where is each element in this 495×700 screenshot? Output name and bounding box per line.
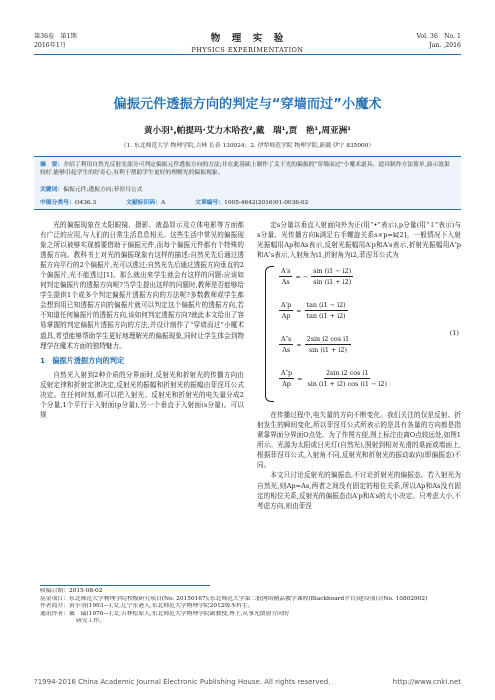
footnote-received: 收稿日期：2015-08-02: [40, 588, 103, 594]
classification-row: [40, 197, 460, 206]
propagation-paragraph: 在传播过程中,电矢量的方向不断变化。我们关注的仅是反射、折射发生的瞬间变化,所以菲涅耳公式所表示的是具有各量的方向都是指紧靠界面分界面O点处。为了作图方便,图上标注由离O点较远处,如图1所示。光源为太阳或日光灯(自然光),照射到相对光滑的桌面或墙面上,根据菲涅耳公式,入射角不同,反射光和折射光的振动取向(即偏振态)不同。: [257, 411, 461, 470]
journal-name-cn: 物 理 实 验: [210, 33, 285, 44]
keywords: [40, 184, 142, 193]
abstract-text: 介绍了利用自然光反射光部分可判定偏振元件透振方向的方法;并在此基础上制作了关于光的偏振的“穿墙而过”小魔术道具。道具制作方法简单,演示效果较好,能够引起学生的好奇心,有利于帮助学生更好的理解光的偏振现象。: [40, 162, 450, 176]
equation-number: (1): [449, 329, 459, 338]
equation-row-4: $\frac{A''p}{Ap}$ = $\frac{\text{2sin i2 cos i1}}{\sin (i1 + i2) \cos (i1 - i2)}$: [281, 369, 387, 389]
journal-name-en: PHYSICS EXPERIMENTATION: [191, 46, 304, 54]
equation-row-3: $\frac{A''s}{As}$ = $\frac{\text{2sin i2 cos i1}}{\sin (i1 + i2)}$: [281, 335, 350, 355]
keywords-label: 关键词：: [40, 187, 64, 193]
header-vol-no: Vol. 36 No. 1: [416, 33, 461, 40]
footnote-fund: 基金项目：东北师范大学物理学院校级研究项目(No. 20150167);东北师范大学第二批网络精品教学课程(Blackboard平台)建设项目(No. 10802902): [40, 595, 428, 602]
abstract-label: 摘 要：: [40, 162, 64, 168]
equation-row-2: $\frac{A'p}{Ap}$ = $\frac{\tan (i1 - i2)}{\tan (i1 + i2)}$: [281, 301, 346, 321]
left-column: [40, 220, 244, 420]
reflection-paragraph: 本文只讨论反射光的偏振态,不讨论折射光的偏振态。若入射光为自然光,则Ap=As,两者之间没有固定的相位关系,所以Ap和As没有固定的相位关系,反射光的偏振态由A′p和A′s的大小决定。只考虑大小,不考虑方向,则由菲涅: [257, 471, 461, 510]
right-column: [257, 220, 461, 511]
fresnel-intro-paragraph: 定s分量以垂直入射面向外为正(用“•”表示),p分量(用“↕”表示)与s分量、光传播方向k满足右手螺旋关系s×p=k[2]。一般情况下入射光振幅用Ap和As表示,反射光振幅用A′p和A′s表示,折射光振幅用A″p和A″s表示,入射角为i1,折射角为i2,菲涅耳公式为: [257, 221, 461, 260]
keywords-text: 偏振元件;透振方向;菲涅耳公式: [63, 187, 143, 193]
footnote-corresponding-cont: 研究工作。: [76, 618, 105, 625]
intro-paragraph: 光的偏振现象在太阳眼镜、摄影、液晶显示及立体电影等方面都有广泛的应用,与人们的日常生活息息相关。这些生活中常见的偏振现象之所以被够实现都要借助于偏振元件,而每个偏振元件都有个特殊的透振方向。教科书上对光的偏振现象有这样的描述:自然光先后通过透振方向平行的2个偏振片,光可以透过;自然光先后通过透振方向垂直的2个偏振片,光不能透过[1]。那么就出来学生就会有这样的问题:应该如何判定偏振片的透振方向呢?当学生提出这样的问题时,教师是否能够给学生提供1个或多个判定偏振片透振方向的方法呢?多数教师或学生都会想到用已知透振方向的偏振片就可以判定这个偏振片的透振方向,若不知道任何偏振片的透振方向,该如何判定透振方向?就此本文给出了容易掌握的判定偏振片透振方向的方法,并设计制作了“穿墙而过”小魔术道具,希望能够帮助学生更好地理解光的偏振现象,同时让学生体会到物理学在魔术方面的独特魅力。: [40, 221, 244, 350]
section-1-paragraph: 自然光入射到2种介质的分界面时,反射光和折射光的传播方向由反射定律和折射定律决定,反射光的振幅和折射光的振幅由菲涅耳公式决定。在任何时刻,都可以把入射光、反射光和折射光的电矢量分成2个分量,1个平行于入射面(p分量),另一个垂直于入射面(s分量)。可以规: [40, 370, 244, 419]
footnote-rule: [40, 585, 210, 586]
header-date: 2016年1月: [34, 41, 67, 49]
article-number: 文章编号：1005-4642(2016)01-0036-02: [195, 200, 309, 206]
abstract: [40, 161, 455, 177]
clc-code: 中图分类号：O436.3: [40, 200, 97, 206]
footnotes: [40, 588, 455, 626]
copyright-bar: [34, 678, 461, 686]
paper-title: 偏振元件透振方向的判定与“穿墙而过”小魔术: [113, 97, 382, 112]
footnote-author: 作者简介：黄小羽(1993—),女,辽宁东港人,东北师范大学物理学院2012级本科生。: [40, 603, 254, 610]
paper-authors: 黄小羽¹,帕提玛·艾力木哈孜²,戴 瑞¹,贾 艳¹,周亚洲¹: [143, 126, 352, 136]
equation-row-1: $\frac{A's}{As}$ = − $\frac{\sin (i1 - i2)}{\sin (i1 + i2)}$: [281, 267, 352, 287]
footnote-corresponding: 通讯作者：戴 瑞(1976—),女,吉林松原人,东北师范大学物理学院副教授,博士,从事光散射方向的: [40, 610, 289, 617]
cnki-link[interactable]: http://www.cnki.net: [392, 678, 461, 686]
header-volume: 第36卷 第1期: [34, 33, 77, 40]
header-rule: [34, 54, 461, 55]
fresnel-equations: [257, 264, 461, 404]
header-vol-en: [417, 33, 462, 50]
copyright-text: ?1994-2016 China Academic Journal Electronic Publishing House. All rights reserved.: [34, 678, 331, 686]
section-heading-1: 1 偏振片透振方向的判定: [40, 355, 125, 365]
header-date-en: Jan. ,2016: [429, 41, 461, 49]
equation-brace: [265, 266, 274, 402]
doc-code: 文献标识码：A: [126, 200, 166, 206]
paper-affiliation: （1. 东北师范大学 物理学院,吉林 长春 130024；2. 伊犁师范学院 物理学院,新疆 伊宁 835000）: [120, 143, 375, 149]
